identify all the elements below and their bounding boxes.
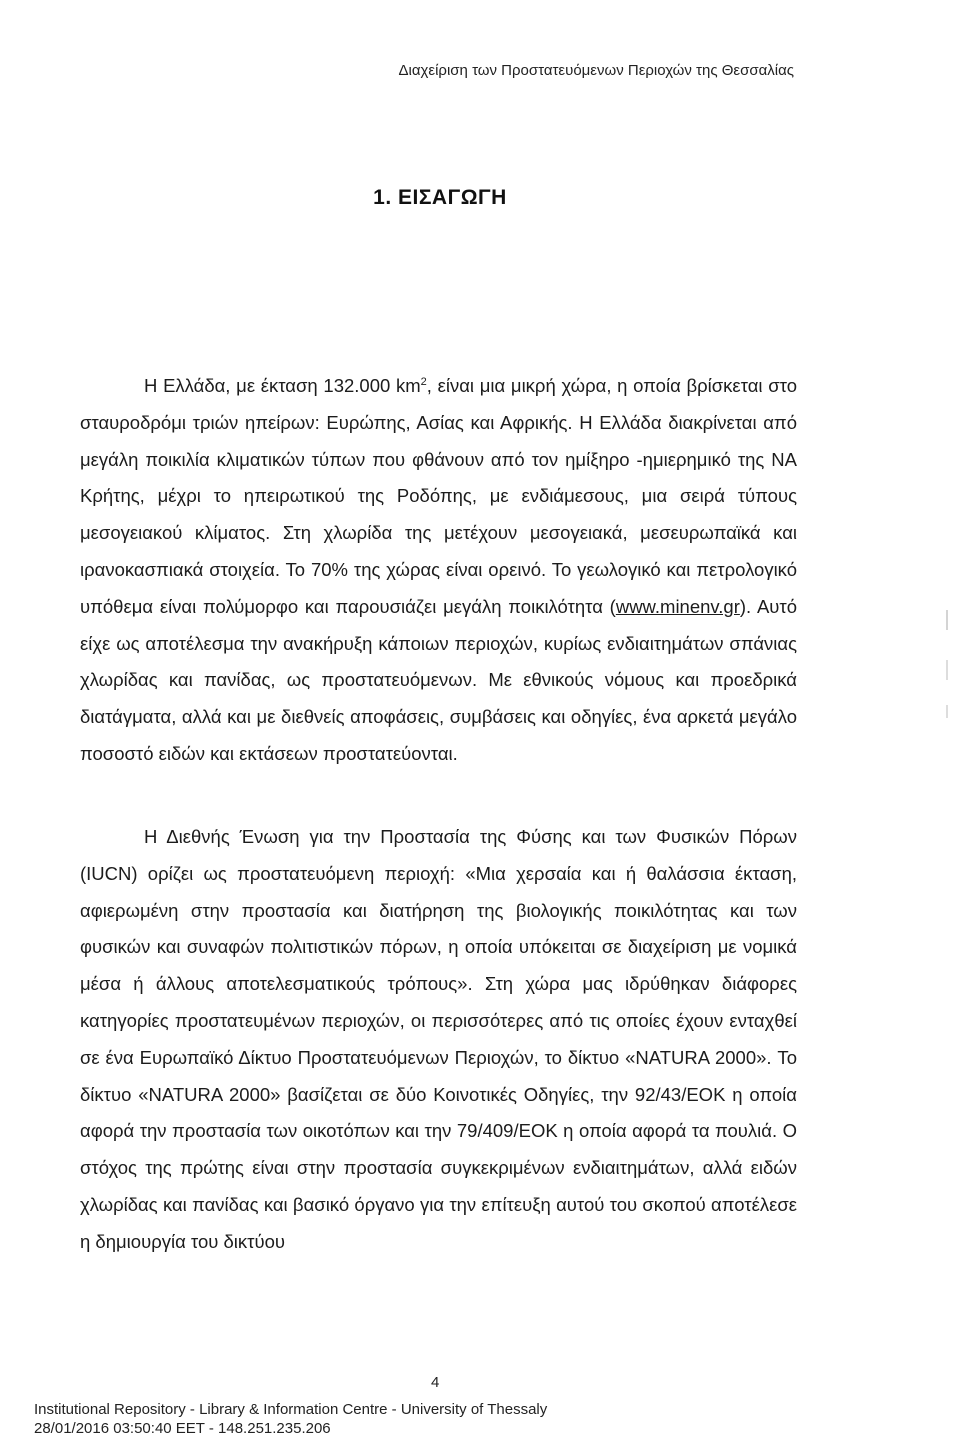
paragraph-1-part3: ). Αυτό είχε ως αποτέλεσμα την ανακήρυξη κάποιων περιοχών, κυρίως ενδιαιτημάτων σπάνιας χλωρίδας και πανίδας, ως προστατευόμενων. Με εθνικούς νόμους και προεδρικά διατάγματα, αλλά και με διεθνείς αποφάσεις, συμβάσεις και οδηγίες, ένα αρκετά μεγάλο ποσοστό ειδών και εκτάσεων προστατεύονται. — [80, 595, 797, 764]
paragraph-1 — [80, 368, 797, 773]
page-number: 4 — [431, 1374, 440, 1391]
scan-margin-mark — [944, 610, 950, 720]
paragraph-1-part2: , είναι μια μικρή χώρα, η οποία βρίσκεται στο σταυροδρόμι τριών ηπείρων: Ευρώπης, Ασίας και Αφρικής. Η Ελλάδα διακρίνεται από μεγάλη ποικιλία κλιματικών τύπων που φθάνουν από τον ημίξηρο -ημιερημικό της ΝΑ Κρήτης, μέχρι το ηπειρωτικού της Ροδόπης, με ενδιάμεσους, μια σειρά τύπους μεσογειακού κλίματος. Στη χλωρίδα της μετέχουν μεσογειακά, μεσευρωπαϊκά και ιρανοκασπιακά στοιχεία. Το 70% της χώρας είναι ορεινό. Το γεωλογικό και πετρολογικό υπόθεμα είναι πολύμορφο και παρουσιάζει μεγάλη ποικιλότητα ( — [80, 375, 797, 617]
running-header: Διαχείριση των Προστατευόμενων Περιοχών της Θεσσαλίας — [398, 62, 794, 79]
footer-line-1: Institutional Repository - Library & Information Centre - University of Thessaly — [34, 1401, 548, 1418]
footer-line-2: 28/01/2016 03:50:40 EET - 148.251.235.206 — [34, 1420, 331, 1437]
minenv-link[interactable]: www.minenv.gr — [615, 595, 740, 617]
chapter-title: 1. ΕΙΣΑΓΩΓΗ — [373, 186, 507, 209]
superscript-2: 2 — [420, 375, 427, 388]
repository-footer — [34, 1400, 547, 1438]
paragraph-2 — [80, 819, 797, 1261]
paragraph-2-text: Η Διεθνής Ένωση για την Προστασία της Φύσης και των Φυσικών Πόρων (IUCN) ορίζει ως προστατευόμενη περιοχή: «Μια χερσαία και ή θαλάσσια έκταση, αφιερωμένη στην προστασία και διατήρηση της βιολογικής ποικιλότητας και των φυσικών και συναφών πολιτιστικών πόρων, η οποία υπόκειται σε διαχείριση με νομικά μέσα ή άλλους αποτελεσματικούς τρόπους». Στη χώρα μας ιδρύθηκαν διάφορες κατηγορίες προστατευμένων περιοχών, οι περισσότερες από τις οποίες έχουν ενταχθεί σε ένα Ευρωπαϊκό Δίκτυο Προστατευόμενων Περιοχών, το δίκτυο «NATURA 2000». Το δίκτυο «NATURA 2000» βασίζεται σε δύο Κοινοτικές Οδηγίες, την 92/43/ΕΟΚ η οποία αφορά την προστασία των οικοτόπων και την 79/409/ΕΟΚ η οποία αφορά τα πουλιά. Ο στόχος της πρώτης είναι στην προστασία συγκεκριμένων ενδιαιτημάτων, αλλά ειδών χλωρίδας και πανίδας και βασικό όργανο για την επίτευξη αυτού του σκοπού αποτέλεσε η δημιουργία του δικτύου — [80, 826, 797, 1252]
paragraph-1-part1: Η Ελλάδα, με έκταση 132.000 km — [144, 375, 421, 396]
